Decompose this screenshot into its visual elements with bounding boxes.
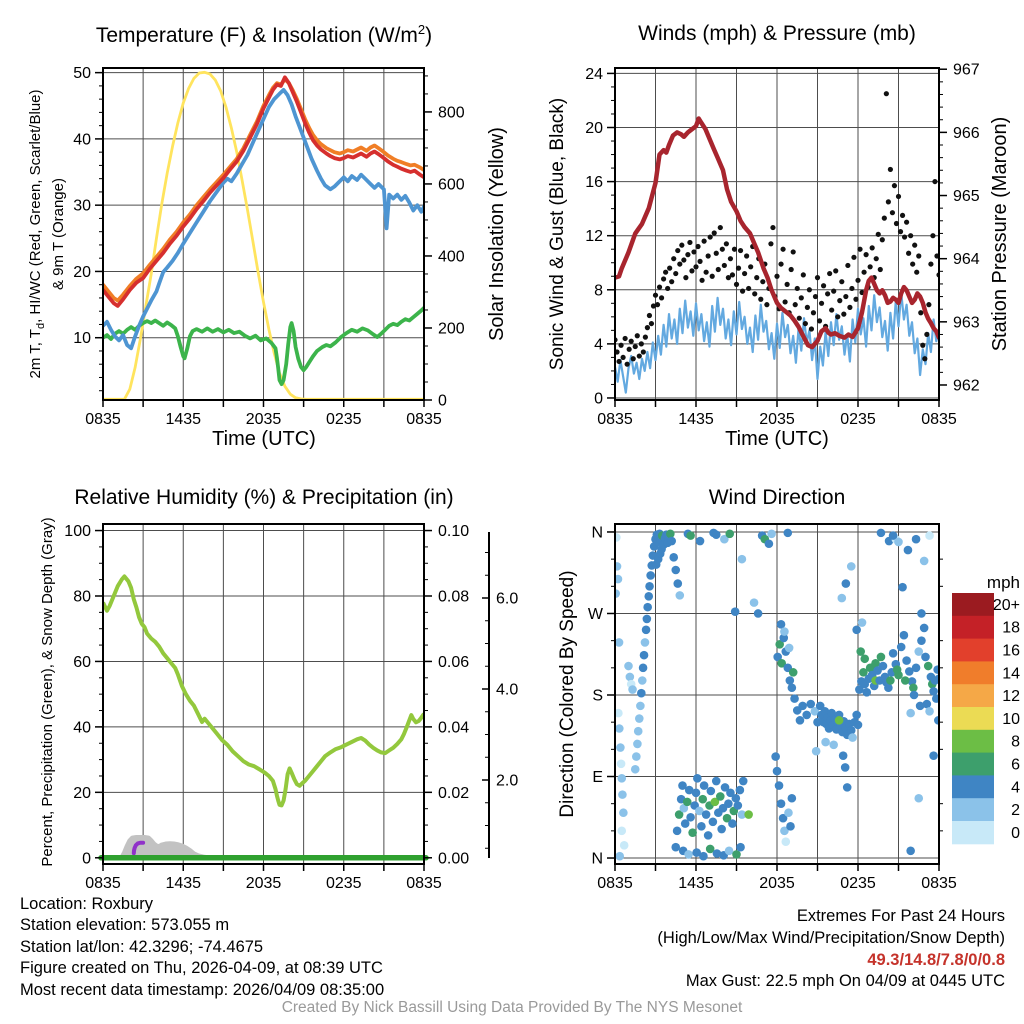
colorbar-block-0 (952, 821, 994, 844)
svg-text:10: 10 (1002, 710, 1020, 728)
svg-text:6: 6 (1011, 756, 1020, 774)
svg-text:12: 12 (585, 228, 603, 246)
svg-text:40: 40 (73, 131, 91, 149)
svg-text:40: 40 (73, 719, 91, 737)
colorbar-block-8 (952, 730, 994, 753)
svg-text:964: 964 (953, 251, 980, 269)
svg-text:0: 0 (1011, 824, 1020, 842)
svg-text:0.02: 0.02 (438, 784, 470, 802)
snow-depth-axis (482, 532, 518, 858)
svg-text:16: 16 (1002, 642, 1020, 660)
svg-text:967: 967 (953, 61, 980, 79)
temp-insolation-ticks (73, 65, 465, 428)
insolation-yaxis-label: Solar Insolation (Yellow) (485, 127, 508, 341)
rh-yaxis-left-label: Percent, Precipitation (Green), & Snow Depth (Gray) (38, 517, 56, 867)
svg-text:0.08: 0.08 (438, 588, 470, 606)
colorbar-block-6 (952, 753, 994, 776)
svg-text:16: 16 (585, 174, 603, 192)
svg-text:200: 200 (438, 320, 465, 338)
svg-text:0835: 0835 (406, 875, 442, 892)
svg-text:N: N (591, 524, 603, 542)
max-gust: Max Gust: 22.5 mph On 04/09 at 0445 UTC (685, 972, 1005, 991)
temp-ylabel-b: , HI/WC (Red, Green, Scarlet/Blue) (27, 89, 44, 323)
colorbar-block-14 (952, 661, 994, 684)
temp-xaxis-label: Time (UTC) (212, 428, 316, 450)
svg-text:0: 0 (438, 392, 447, 410)
svg-text:2.0: 2.0 (496, 772, 519, 790)
svg-text:1435: 1435 (165, 875, 202, 892)
temp-insolation-panel (73, 65, 465, 428)
extremes-values: 49.3/14.8/7.8/0/0.8 (867, 950, 1005, 969)
svg-text:20: 20 (73, 784, 91, 802)
rh-precip-panel (64, 523, 518, 892)
svg-text:0835: 0835 (85, 411, 121, 428)
svg-text:0.04: 0.04 (438, 719, 470, 737)
colorbar-block-2 (952, 798, 994, 821)
svg-text:962: 962 (953, 377, 980, 395)
svg-text:mph: mph (986, 573, 1020, 592)
svg-text:50: 50 (73, 65, 91, 83)
speed-colorbar (952, 573, 1020, 844)
temp-yaxis-left-text (27, 90, 67, 379)
svg-text:4: 4 (594, 336, 603, 354)
svg-text:N: N (591, 850, 603, 868)
svg-text:800: 800 (438, 104, 465, 122)
svg-text:966: 966 (953, 124, 980, 142)
svg-text:1435: 1435 (678, 411, 714, 428)
svg-text:4.0: 4.0 (496, 681, 519, 699)
temp-chart-title-sup: 2 (417, 22, 426, 37)
svg-text:S: S (592, 687, 603, 705)
wind-xaxis-label: Time (UTC) (725, 428, 829, 450)
svg-text:6.0: 6.0 (496, 590, 519, 608)
colorbar-block-12 (952, 684, 994, 707)
svg-text:0835: 0835 (921, 411, 957, 428)
wind-direction-panel (588, 524, 957, 892)
svg-text:0235: 0235 (325, 875, 362, 892)
svg-text:8: 8 (1011, 733, 1020, 751)
colorbar-block-10 (952, 707, 994, 730)
temp-yaxis-left-label (29, 24, 65, 444)
station-elevation: Station elevation: 573.055 m (20, 916, 230, 935)
temp-chart-title-text: Temperature (F) & Insolation (W/m (95, 24, 418, 47)
data-timestamp: Most recent data timestamp: 2026/04/09 08:35:00 (20, 980, 385, 999)
svg-text:0835: 0835 (921, 875, 957, 892)
credit-line: Created By Nick Bassill Using Data Provided By The NYS Mesonet (281, 999, 743, 1016)
extremes-title: Extremes For Past 24 Hours (796, 907, 1005, 925)
svg-text:2035: 2035 (245, 875, 282, 892)
temp-ylabel-a: 2m T, T (27, 329, 44, 379)
rh-precip-gridlines (103, 524, 424, 864)
svg-text:E: E (592, 769, 603, 787)
svg-text:2: 2 (1011, 802, 1020, 820)
svg-text:0235: 0235 (325, 411, 362, 428)
wind-yaxis-left-label: Sonic Wind & Gust (Blue, Black) (547, 97, 568, 371)
colorbar-block-20+ (952, 593, 994, 616)
wind-direction-title: Wind Direction (708, 486, 846, 509)
svg-text:0.10: 0.10 (438, 523, 470, 541)
svg-text:14: 14 (1002, 665, 1020, 683)
svg-text:20: 20 (585, 120, 603, 138)
svg-text:12: 12 (1002, 688, 1020, 706)
rh-chart-title: Relative Humidity (%) & Precipitation (in) (74, 486, 454, 509)
svg-text:0235: 0235 (840, 411, 876, 428)
svg-text:8: 8 (594, 282, 603, 300)
svg-text:0: 0 (82, 850, 91, 868)
colorbar-block-4 (952, 775, 994, 798)
svg-text:1435: 1435 (165, 411, 202, 428)
svg-text:18: 18 (1002, 619, 1020, 637)
colorbar-block-18 (952, 616, 994, 639)
station-latlon: Station lat/lon: 42.3296; -74.4675 (20, 937, 264, 956)
svg-text:20: 20 (73, 263, 91, 281)
svg-text:600: 600 (438, 176, 465, 194)
colorbar-block-16 (952, 639, 994, 662)
svg-text:80: 80 (73, 588, 91, 606)
direction-yaxis-label: Direction (Colored By Speed) (557, 570, 578, 818)
svg-text:2035: 2035 (245, 411, 282, 428)
figure-created: Figure created on Thu, 2026-04-09, at 08:39 UTC (20, 959, 383, 978)
svg-text:1435: 1435 (678, 875, 714, 892)
svg-text:0235: 0235 (840, 875, 876, 892)
svg-text:2035: 2035 (759, 875, 795, 892)
svg-text:963: 963 (953, 314, 980, 332)
winds-pressure-panel (585, 62, 980, 428)
svg-text:400: 400 (438, 248, 465, 266)
svg-text:0835: 0835 (597, 411, 633, 428)
svg-text:0.00: 0.00 (438, 850, 470, 868)
svg-text:0835: 0835 (597, 875, 633, 892)
svg-text:0.06: 0.06 (438, 653, 470, 671)
svg-text:10: 10 (73, 330, 91, 348)
svg-text:0835: 0835 (406, 411, 442, 428)
svg-text:0: 0 (594, 390, 603, 408)
temp-ylabel-sub: d (35, 322, 47, 330)
svg-text:24: 24 (585, 65, 603, 83)
temp-chart-title-close: ) (425, 24, 433, 47)
extremes-subtitle: (High/Low/Max Wind/Precipitation/Snow Depth) (657, 928, 1005, 947)
svg-text:965: 965 (953, 188, 980, 206)
pressure-yaxis-label: Station Pressure (Maroon) (988, 116, 1011, 352)
svg-text:30: 30 (73, 197, 91, 215)
svg-text:2035: 2035 (759, 411, 795, 428)
temp-ylabel-line2: & 9m T (Orange) (50, 178, 67, 290)
extremes-block (657, 906, 1005, 993)
svg-text:20+: 20+ (992, 596, 1020, 614)
svg-text:100: 100 (64, 523, 91, 541)
temp-chart-title (64, 22, 464, 48)
wind-chart-title: Winds (mph) & Pressure (mb) (638, 22, 916, 45)
station-info (20, 894, 384, 1001)
svg-text:W: W (587, 605, 603, 623)
wind-direction-gridlines (615, 524, 939, 864)
svg-text:0835: 0835 (85, 875, 121, 892)
winds-pressure-gridlines (615, 68, 939, 400)
svg-text:4: 4 (1011, 779, 1020, 797)
svg-text:60: 60 (73, 653, 91, 671)
station-location: Location: Roxbury (20, 895, 153, 913)
